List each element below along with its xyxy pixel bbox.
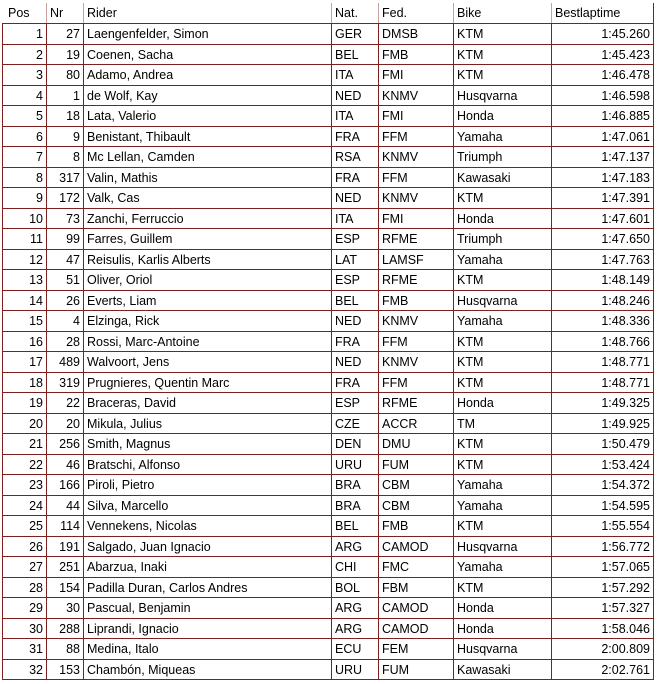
cell-nr: 9	[46, 127, 83, 147]
cell-rider: Coenen, Sacha	[83, 45, 331, 65]
cell-bestlaptime: 1:57.327	[551, 598, 654, 618]
cell-nr: 153	[46, 660, 83, 680]
cell-pos: 32	[2, 660, 46, 680]
table-row	[2, 332, 654, 353]
cell-rider: Silva, Marcello	[83, 496, 331, 516]
cell-bike: Yamaha	[453, 250, 551, 270]
cell-bike: Husqvarna	[453, 537, 551, 557]
cell-nr: 51	[46, 270, 83, 290]
cell-nat: URU	[331, 455, 378, 475]
cell-rider: Piroli, Pietro	[83, 475, 331, 495]
cell-fed: KNMV	[378, 188, 453, 208]
cell-fed: KNMV	[378, 86, 453, 106]
table-row	[2, 619, 654, 640]
cell-nat: URU	[331, 660, 378, 680]
cell-rider: Mikula, Julius	[83, 414, 331, 434]
cell-nat: ESP	[331, 229, 378, 249]
table-row	[2, 270, 654, 291]
cell-bike: Triumph	[453, 229, 551, 249]
cell-bestlaptime: 1:48.336	[551, 311, 654, 331]
cell-bestlaptime: 1:45.260	[551, 24, 654, 44]
cell-pos: 25	[2, 516, 46, 536]
cell-bestlaptime: 1:50.479	[551, 434, 654, 454]
cell-rider: de Wolf, Kay	[83, 86, 331, 106]
cell-bestlaptime: 1:46.885	[551, 106, 654, 126]
cell-nr: 73	[46, 209, 83, 229]
cell-pos: 6	[2, 127, 46, 147]
cell-bestlaptime: 1:48.149	[551, 270, 654, 290]
cell-bike: Triumph	[453, 147, 551, 167]
cell-rider: Salgado, Juan Ignacio	[83, 537, 331, 557]
cell-fed: FMC	[378, 557, 453, 577]
cell-pos: 20	[2, 414, 46, 434]
cell-bike: Yamaha	[453, 496, 551, 516]
cell-rider: Vennekens, Nicolas	[83, 516, 331, 536]
cell-bestlaptime: 1:49.325	[551, 393, 654, 413]
table-row	[2, 557, 654, 578]
cell-nat: ITA	[331, 65, 378, 85]
cell-pos: 27	[2, 557, 46, 577]
cell-fed: FMI	[378, 65, 453, 85]
results-table	[2, 3, 654, 680]
cell-nr: 30	[46, 598, 83, 618]
cell-nat: BEL	[331, 516, 378, 536]
cell-fed: FFM	[378, 373, 453, 393]
table-row	[2, 106, 654, 127]
cell-bike: KTM	[453, 373, 551, 393]
header-bestlaptime: Bestlaptime	[551, 3, 654, 23]
cell-nat: ECU	[331, 639, 378, 659]
cell-bestlaptime: 1:47.391	[551, 188, 654, 208]
cell-rider: Adamo, Andrea	[83, 65, 331, 85]
cell-rider: Prugnieres, Quentin Marc	[83, 373, 331, 393]
header-nat: Nat.	[331, 3, 378, 23]
cell-bestlaptime: 1:57.065	[551, 557, 654, 577]
cell-bike: Yamaha	[453, 475, 551, 495]
cell-pos: 30	[2, 619, 46, 639]
cell-pos: 13	[2, 270, 46, 290]
cell-fed: FBM	[378, 578, 453, 598]
table-row	[2, 65, 654, 86]
cell-bike: KTM	[453, 455, 551, 475]
cell-bike: KTM	[453, 434, 551, 454]
cell-pos: 22	[2, 455, 46, 475]
table-row	[2, 352, 654, 373]
cell-pos: 2	[2, 45, 46, 65]
cell-nat: FRA	[331, 332, 378, 352]
cell-bike: TM	[453, 414, 551, 434]
cell-pos: 10	[2, 209, 46, 229]
cell-bestlaptime: 1:48.246	[551, 291, 654, 311]
cell-bike: Honda	[453, 393, 551, 413]
table-row	[2, 660, 654, 681]
cell-nat: FRA	[331, 373, 378, 393]
cell-bestlaptime: 1:46.478	[551, 65, 654, 85]
cell-fed: KNMV	[378, 147, 453, 167]
cell-pos: 12	[2, 250, 46, 270]
cell-bestlaptime: 1:48.771	[551, 352, 654, 372]
cell-nr: 114	[46, 516, 83, 536]
table-row	[2, 229, 654, 250]
cell-nat: BOL	[331, 578, 378, 598]
cell-nr: 317	[46, 168, 83, 188]
cell-nr: 20	[46, 414, 83, 434]
table-row	[2, 578, 654, 599]
cell-nat: CZE	[331, 414, 378, 434]
cell-pos: 11	[2, 229, 46, 249]
cell-nat: GER	[331, 24, 378, 44]
cell-nat: BEL	[331, 45, 378, 65]
cell-fed: FMI	[378, 209, 453, 229]
cell-nr: 44	[46, 496, 83, 516]
cell-bike: KTM	[453, 516, 551, 536]
cell-nr: 47	[46, 250, 83, 270]
cell-bestlaptime: 1:48.771	[551, 373, 654, 393]
cell-nat: LAT	[331, 250, 378, 270]
cell-fed: DMSB	[378, 24, 453, 44]
cell-bestlaptime: 1:58.046	[551, 619, 654, 639]
cell-rider: Mc Lellan, Camden	[83, 147, 331, 167]
cell-rider: Padilla Duran, Carlos Andres	[83, 578, 331, 598]
cell-bike: Kawasaki	[453, 660, 551, 680]
cell-nat: ARG	[331, 598, 378, 618]
cell-nat: DEN	[331, 434, 378, 454]
cell-fed: CAMOD	[378, 598, 453, 618]
cell-pos: 16	[2, 332, 46, 352]
cell-pos: 9	[2, 188, 46, 208]
cell-rider: Bratschi, Alfonso	[83, 455, 331, 475]
cell-bike: Yamaha	[453, 557, 551, 577]
cell-bestlaptime: 1:47.061	[551, 127, 654, 147]
cell-nr: 46	[46, 455, 83, 475]
cell-nr: 154	[46, 578, 83, 598]
cell-nat: RSA	[331, 147, 378, 167]
cell-nr: 26	[46, 291, 83, 311]
cell-fed: FMB	[378, 291, 453, 311]
table-row	[2, 496, 654, 517]
cell-nr: 256	[46, 434, 83, 454]
cell-bestlaptime: 1:55.554	[551, 516, 654, 536]
table-row	[2, 24, 654, 45]
cell-nr: 172	[46, 188, 83, 208]
table-row	[2, 516, 654, 537]
cell-pos: 3	[2, 65, 46, 85]
cell-bestlaptime: 1:47.601	[551, 209, 654, 229]
cell-bike: KTM	[453, 65, 551, 85]
cell-bike: Yamaha	[453, 311, 551, 331]
cell-bestlaptime: 1:54.372	[551, 475, 654, 495]
header-rider: Rider	[83, 3, 331, 23]
cell-nr: 22	[46, 393, 83, 413]
table-row	[2, 291, 654, 312]
cell-bike: KTM	[453, 188, 551, 208]
cell-pos: 23	[2, 475, 46, 495]
cell-bestlaptime: 1:47.183	[551, 168, 654, 188]
cell-nr: 80	[46, 65, 83, 85]
cell-nr: 191	[46, 537, 83, 557]
cell-bestlaptime: 1:48.766	[551, 332, 654, 352]
cell-pos: 15	[2, 311, 46, 331]
cell-bestlaptime: 1:54.595	[551, 496, 654, 516]
cell-nat: ITA	[331, 209, 378, 229]
cell-fed: CBM	[378, 496, 453, 516]
cell-bike: KTM	[453, 578, 551, 598]
cell-rider: Elzinga, Rick	[83, 311, 331, 331]
table-row	[2, 311, 654, 332]
cell-fed: KNMV	[378, 352, 453, 372]
table-body	[2, 24, 654, 680]
cell-rider: Valk, Cas	[83, 188, 331, 208]
cell-pos: 14	[2, 291, 46, 311]
table-row	[2, 209, 654, 230]
cell-nat: FRA	[331, 127, 378, 147]
table-row	[2, 86, 654, 107]
cell-nr: 27	[46, 24, 83, 44]
cell-nat: NED	[331, 352, 378, 372]
cell-pos: 24	[2, 496, 46, 516]
cell-bestlaptime: 1:56.772	[551, 537, 654, 557]
cell-rider: Valin, Mathis	[83, 168, 331, 188]
table-row	[2, 393, 654, 414]
cell-nr: 88	[46, 639, 83, 659]
cell-pos: 31	[2, 639, 46, 659]
cell-nat: BEL	[331, 291, 378, 311]
cell-bike: KTM	[453, 270, 551, 290]
cell-bestlaptime: 1:57.292	[551, 578, 654, 598]
cell-bestlaptime: 2:02.761	[551, 660, 654, 680]
table-row	[2, 188, 654, 209]
cell-nat: NED	[331, 86, 378, 106]
cell-nat: ITA	[331, 106, 378, 126]
cell-bike: Honda	[453, 209, 551, 229]
cell-fed: KNMV	[378, 311, 453, 331]
cell-nat: FRA	[331, 168, 378, 188]
table-row	[2, 537, 654, 558]
cell-nr: 251	[46, 557, 83, 577]
cell-pos: 4	[2, 86, 46, 106]
table-row	[2, 434, 654, 455]
cell-pos: 26	[2, 537, 46, 557]
cell-bike: Husqvarna	[453, 291, 551, 311]
cell-rider: Smith, Magnus	[83, 434, 331, 454]
cell-fed: FMI	[378, 106, 453, 126]
cell-nr: 19	[46, 45, 83, 65]
table-row	[2, 455, 654, 476]
cell-rider: Oliver, Oriol	[83, 270, 331, 290]
cell-pos: 1	[2, 24, 46, 44]
cell-rider: Benistant, Thibault	[83, 127, 331, 147]
cell-pos: 18	[2, 373, 46, 393]
cell-fed: LAMSF	[378, 250, 453, 270]
cell-rider: Reisulis, Karlis Alberts	[83, 250, 331, 270]
table-row	[2, 598, 654, 619]
cell-pos: 17	[2, 352, 46, 372]
cell-bike: KTM	[453, 45, 551, 65]
table-row	[2, 147, 654, 168]
cell-rider: Farres, Guillem	[83, 229, 331, 249]
cell-nr: 99	[46, 229, 83, 249]
cell-fed: FMB	[378, 45, 453, 65]
table-row	[2, 373, 654, 394]
header-fed: Fed.	[378, 3, 453, 23]
cell-nr: 4	[46, 311, 83, 331]
cell-rider: Laengenfelder, Simon	[83, 24, 331, 44]
cell-bike: Honda	[453, 598, 551, 618]
cell-fed: FUM	[378, 660, 453, 680]
cell-bike: KTM	[453, 24, 551, 44]
cell-pos: 21	[2, 434, 46, 454]
cell-nr: 28	[46, 332, 83, 352]
cell-fed: ACCR	[378, 414, 453, 434]
cell-nat: CHI	[331, 557, 378, 577]
cell-nat: ARG	[331, 619, 378, 639]
cell-nr: 8	[46, 147, 83, 167]
cell-rider: Walvoort, Jens	[83, 352, 331, 372]
cell-nat: BRA	[331, 475, 378, 495]
table-row	[2, 127, 654, 148]
cell-nat: ARG	[331, 537, 378, 557]
cell-rider: Pascual, Benjamin	[83, 598, 331, 618]
table-row	[2, 414, 654, 435]
cell-rider: Everts, Liam	[83, 291, 331, 311]
cell-fed: CAMOD	[378, 619, 453, 639]
cell-bestlaptime: 1:47.763	[551, 250, 654, 270]
cell-fed: RFME	[378, 270, 453, 290]
header-pos: Pos	[8, 6, 30, 20]
cell-nr: 166	[46, 475, 83, 495]
cell-nat: NED	[331, 188, 378, 208]
cell-fed: FUM	[378, 455, 453, 475]
cell-nat: ESP	[331, 393, 378, 413]
cell-fed: FFM	[378, 332, 453, 352]
cell-bestlaptime: 1:47.137	[551, 147, 654, 167]
cell-bike: KTM	[453, 352, 551, 372]
cell-fed: FFM	[378, 127, 453, 147]
cell-rider: Medina, Italo	[83, 639, 331, 659]
cell-bike: Husqvarna	[453, 86, 551, 106]
cell-pos: 19	[2, 393, 46, 413]
cell-fed: DMU	[378, 434, 453, 454]
cell-rider: Braceras, David	[83, 393, 331, 413]
cell-fed: CBM	[378, 475, 453, 495]
cell-fed: RFME	[378, 393, 453, 413]
cell-bestlaptime: 1:53.424	[551, 455, 654, 475]
cell-nat: NED	[331, 311, 378, 331]
cell-nr: 288	[46, 619, 83, 639]
cell-bestlaptime: 1:47.650	[551, 229, 654, 249]
cell-bestlaptime: 1:46.598	[551, 86, 654, 106]
cell-nr: 18	[46, 106, 83, 126]
table-header	[2, 3, 654, 24]
table-row	[2, 45, 654, 66]
table-row	[2, 168, 654, 189]
table-row	[2, 475, 654, 496]
cell-rider: Abarzua, Inaki	[83, 557, 331, 577]
cell-nr: 319	[46, 373, 83, 393]
cell-nr: 1	[46, 86, 83, 106]
cell-bestlaptime: 1:45.423	[551, 45, 654, 65]
cell-nr: 489	[46, 352, 83, 372]
cell-pos: 28	[2, 578, 46, 598]
cell-rider: Liprandi, Ignacio	[83, 619, 331, 639]
header-nr: Nr	[46, 3, 83, 23]
cell-bike: Yamaha	[453, 127, 551, 147]
cell-bike: Honda	[453, 619, 551, 639]
cell-rider: Rossi, Marc-Antoine	[83, 332, 331, 352]
cell-fed: FEM	[378, 639, 453, 659]
table-row	[2, 639, 654, 660]
cell-rider: Zanchi, Ferruccio	[83, 209, 331, 229]
cell-bestlaptime: 2:00.809	[551, 639, 654, 659]
cell-pos: 5	[2, 106, 46, 126]
cell-fed: RFME	[378, 229, 453, 249]
cell-nat: ESP	[331, 270, 378, 290]
cell-bike: Kawasaki	[453, 168, 551, 188]
cell-rider: Lata, Valerio	[83, 106, 331, 126]
cell-bestlaptime: 1:49.925	[551, 414, 654, 434]
cell-fed: CAMOD	[378, 537, 453, 557]
cell-rider: Chambón, Miqueas	[83, 660, 331, 680]
header-bike: Bike	[453, 3, 551, 23]
cell-bike: Husqvarna	[453, 639, 551, 659]
cell-pos: 7	[2, 147, 46, 167]
cell-pos: 8	[2, 168, 46, 188]
cell-bike: KTM	[453, 332, 551, 352]
cell-nat: BRA	[331, 496, 378, 516]
cell-bike: Honda	[453, 106, 551, 126]
cell-fed: FMB	[378, 516, 453, 536]
cell-pos: 29	[2, 598, 46, 618]
cell-fed: FFM	[378, 168, 453, 188]
table-row	[2, 250, 654, 271]
